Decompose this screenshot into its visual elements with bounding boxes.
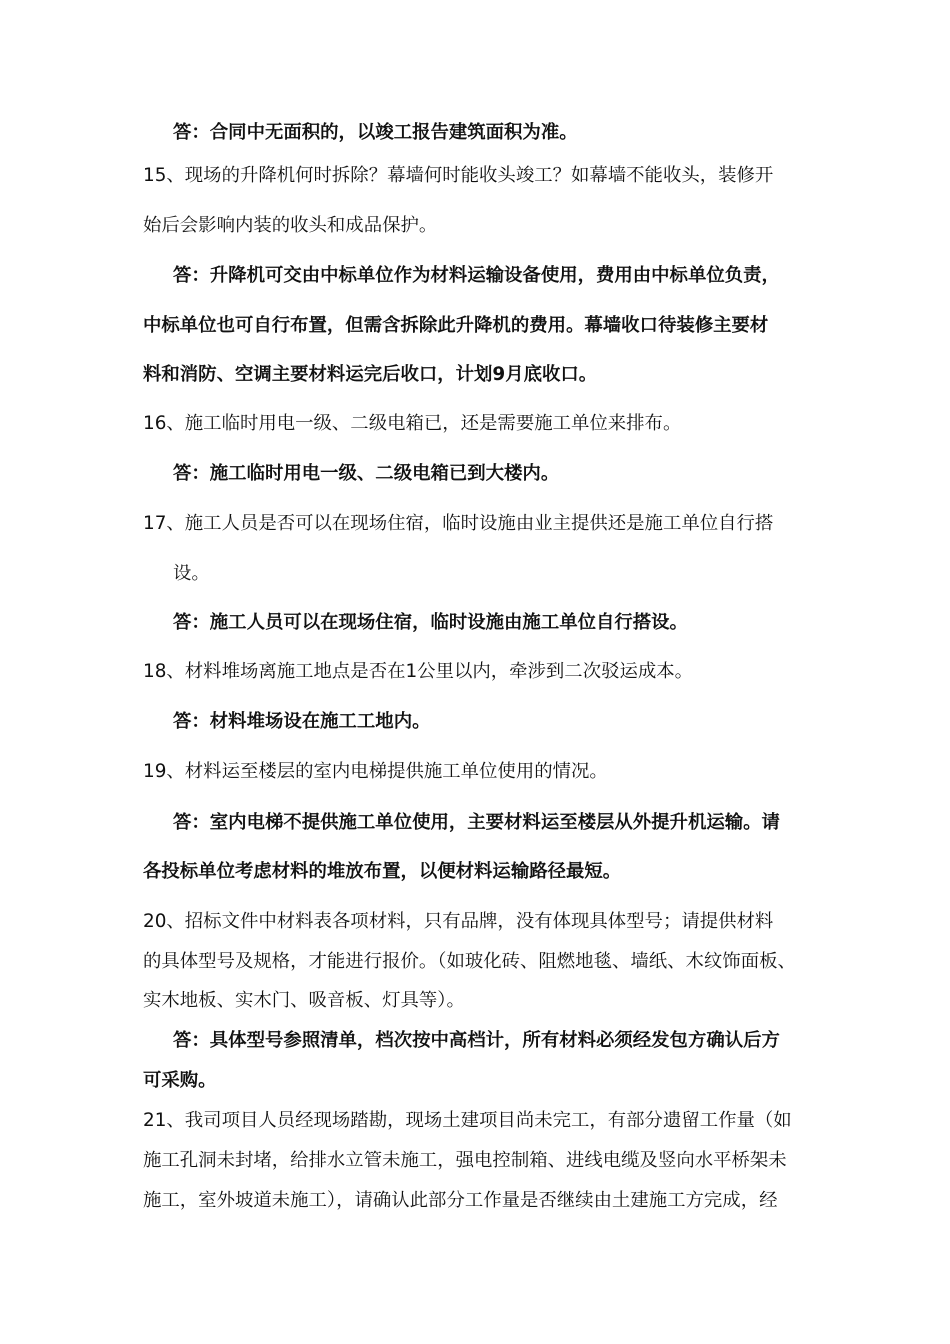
question-line: 施工，室外坡道未施工），请确认此部分工作量是否继续由土建施工方完成，经: [143, 1190, 778, 1211]
answer-line: 答：具体型号参照清单，档次按中高档计，所有材料必须经发包方确认后方: [173, 1030, 780, 1051]
answer-line: 答：材料堆场设在施工工地内。: [173, 711, 431, 732]
question-line: 19、材料运至楼层的室内电梯提供施工单位使用的情况。: [143, 761, 608, 782]
answer-line: 答：施工人员可以在现场住宿，临时设施由施工单位自行搭设。: [173, 612, 688, 633]
answer-line: 各投标单位考虑材料的堆放布置，以便材料运输路径最短。: [143, 861, 622, 882]
question-line: 16、施工临时用电一级、二级电箱已，还是需要施工单位来排布。: [143, 413, 682, 434]
question-line: 17、施工人员是否可以在现场住宿，临时设施由业主提供还是施工单位自行搭: [143, 513, 774, 534]
answer-line: 答：施工临时用电一级、二级电箱已到大楼内。: [173, 463, 560, 484]
question-line: 始后会影响内装的收头和成品保护。: [143, 215, 438, 236]
question-line: 18、材料堆场离施工地点是否在1公里以内，牵涉到二次驳运成本。: [143, 661, 694, 682]
question-line: 21、我司项目人员经现场踏勘，现场土建项目尚未完工，有部分遗留工作量（如: [143, 1110, 792, 1131]
answer-line: 可采购。: [143, 1070, 217, 1091]
question-line: 15、现场的升降机何时拆除？幕墙何时能收头竣工？如幕墙不能收头，装修开: [143, 165, 774, 186]
question-line: 施工孔洞未封堵，给排水立管未施工，强电控制箱、进线电缆及竖向水平桥架未: [143, 1150, 787, 1171]
question-line: 的具体型号及规格，才能进行报价。（如玻化砖、阻燃地毯、墙纸、木纹饰面板、: [143, 951, 796, 972]
answer-line: 答：合同中无面积的，以竣工报告建筑面积为准。: [173, 122, 578, 143]
answer-line: 料和消防、空调主要材料运完后收口，计划9月底收口。: [143, 364, 598, 385]
answer-line: 答：室内电梯不提供施工单位使用，主要材料运至楼层从外提升机运输。请: [173, 812, 780, 833]
answer-line: 中标单位也可自行布置，但需含拆除此升降机的费用。幕墙收口待装修主要材: [143, 315, 769, 336]
question-line: 实木地板、实木门、吸音板、灯具等）。: [143, 990, 465, 1011]
question-line: 20、招标文件中材料表各项材料，只有品牌，没有体现具体型号；请提供材料: [143, 911, 774, 932]
question-line: 设。: [173, 563, 210, 584]
answer-line: 答：升降机可交由中标单位作为材料运输设备使用，费用由中标单位负责，: [173, 265, 780, 286]
